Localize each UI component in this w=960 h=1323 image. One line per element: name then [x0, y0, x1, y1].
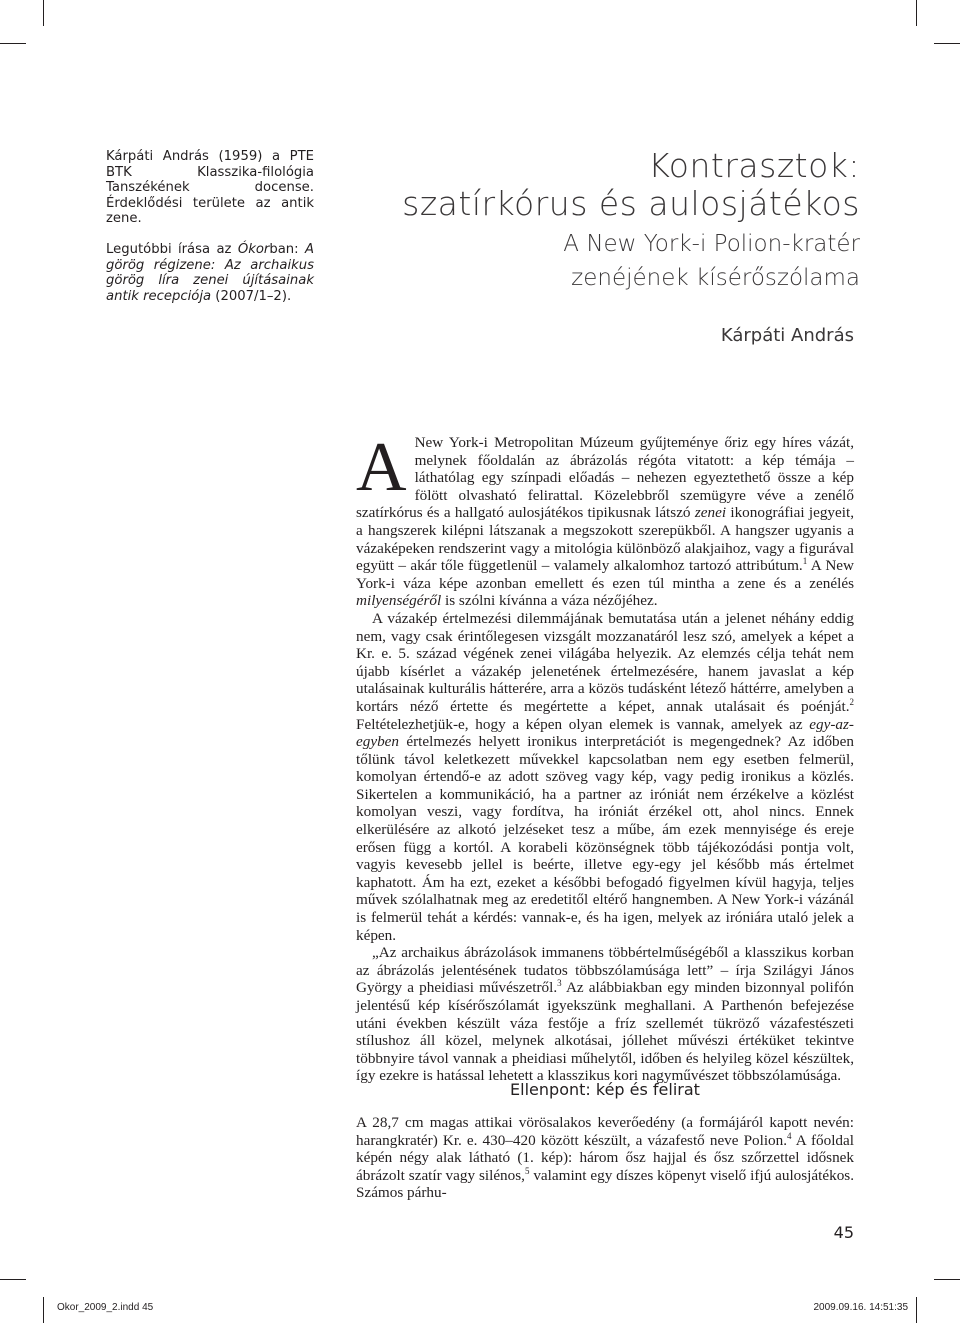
crop-mark — [43, 0, 44, 26]
body-paragraph: A New York-i Metropolitan Múzeum gyűjteménye őriz egy híres vázát, melynek főoldalán az ábrázolás régóta vitatott: a kép témája – láthatólag egy színpadi előadás – nehezen egyeztethető össze a kép fölött olvasható felirattal. Közelebbről szemügyre véve a zenélő szatírkórus és a hallgató aulosjátékos tipikusnak látszó zenei ikonográfiai jegyeit, a hangszerek kilépni látszanak a megszokott szerepükből. A hangszer ugyanis a vázaképeken rendszerint vagy a mitológia különböző alakjaihoz, vagy a figurával együtt – akár tőle függetlenül – valamely alkalomhoz tartozó attribútum.$^1$ A New York-i váza képe azonban emellett és ezen túl mintha a zene és a zenélés milyenségéről is szólni kívánna a váza nézőjéhez. — [356, 429, 854, 610]
crop-mark — [916, 0, 917, 26]
title-line: szatírkórus és aulosjátékos — [402, 184, 860, 223]
crop-mark — [43, 1297, 44, 1323]
body-paragraph: A vázakép értelmezési dilemmájának bemutatása után a jelenet néhány eddig nem, vagy csak érintőlegesen vizsgált mozzanatáról lesz szó, amelyek a képet a Kr. e. 5. század végének zenei világába helyezik. Az elemzés célja tehát nem újabb kísérlet a vázakép jelenetének értelmezésére, hanem javaslat a kép utalásainak kulturális hátterére, arra a közös tudásként létező háttérre, amelyben a kortárs néző értette és megértette a képet, annak utalásait és poénját.$^2$ Feltételezhetjük-e, hogy a képen olyan elemek is vannak, amelyek az egy-az-egyben értelmezés helyett ironikus interpretációt is megengednek? Az időben tőlünk távol keletkezett művekkel kapcsolatban nem egy esetben felmerül, komolyan értendő-e az adott szöveg vagy kép, vagy pedig ironikus a közlés. Sikertelen a kommunikáció, ha a partner az iróniát nem érzékelve a közlést komolyan veszi, vagy fordítva, ha iróniát érzékel ott, ahol nincs. Ennek elkerülésére az alkotó jelzéseket tesz a műbe, ám ezek mennyisége és ereje erősen függ a kortól. A korabeli közönségnek több tájékozódási pontja volt, vagyis kevesebb jellel is beérte, illetve egy-egy jel később más értelmet kaphatott. Ám ha ezt, ezeket a későbbi befogadó figyelmen kívül hagyja, teljes művek szólalhatnak meg az eredetitől eltérő hangnemben. A New York-i vázánál is felmerül tehát a kérdés: vannak-e, és ha igen, melyek az iróniára utaló jelek a képen. — [356, 609, 854, 944]
bio-paragraph: Kárpáti András (1959) a PTE BTK Klasszika-filológia Tanszékének docense. Érdeklődési területe az antik zene. — [106, 149, 314, 227]
article-title — [340, 148, 860, 295]
footnote-ref: 1 — [802, 556, 808, 567]
footnote-ref: 5 — [524, 1165, 530, 1176]
crop-mark — [0, 43, 26, 44]
crop-mark — [0, 1279, 26, 1280]
body-paragraph: A 28,7 cm magas attikai vörösalakos keverőedény (a formájáról kapott nevén: harangkratér) Kr. e. 430–420 között készült, a vázafestő neve Polion.$^4$ A főoldal képén négy alak látható (1. kép): három ősz hajjal és ősz szőrzettel idősnek ábrázolt szatír vagy silénos,$^5$ valamint egy díszes köpenyt viselő ifjú aulosjátékos. Számos párhu- — [356, 1114, 854, 1202]
crop-mark — [916, 1297, 917, 1323]
crop-mark — [934, 43, 960, 44]
author-bio — [106, 149, 314, 304]
slug-filename: Okor_2009_2.indd 45 — [57, 1302, 154, 1313]
section-body — [356, 1114, 854, 1202]
subtitle-line: zenéjének kísérőszólama — [571, 265, 860, 291]
footnote-ref: 4 — [787, 1130, 792, 1141]
crop-mark — [934, 1279, 960, 1280]
footnote-ref: 2 — [849, 696, 854, 707]
author-name: Kárpáti András — [720, 325, 854, 346]
drop-cap: A — [356, 429, 407, 506]
bio-paragraph: Legutóbbi írása az Ókorban: A görög régizene: Az archaikus görög líra zenei újításainak antik recepciója (2007/1–2). — [106, 241, 314, 304]
page-number: 45 — [833, 1223, 854, 1242]
subtitle-line: A New York-i Polion-kratér — [563, 231, 860, 257]
footnote-ref: 3 — [557, 978, 562, 989]
section-heading: Ellenpont: kép és felirat — [510, 1080, 700, 1099]
slug-datetime: 2009.09.16. 14:51:35 — [813, 1302, 908, 1313]
article-body — [356, 429, 854, 1085]
body-paragraph: „Az archaikus ábrázolások immanens többértelműségéből a klasszikus korban az ábrázolás jelentésének tudatos többszólamúsága lett” – írja Szilágyi János György a pheidiasi művészetről.$^3$ Az alábbiakban egy minden bizonnyal polifón jelentésű kép kísérőszólamát igyekszünk meghallani. A Parthenón befejezése utáni években készült váza festője a fríz szellemét tükröző vázafestészeti stílushoz áll közel, melynek alkotásai, jóllehet művészi értéküket tekintve többnyire távol vannak a pheidiasi műhelytől, időben és helyileg közel készültek, így ezekre is hatással lehetett a klasszikus kori nagyművészet többszólamúsága. — [356, 944, 854, 1085]
title-line: Kontrasztok: — [648, 146, 860, 185]
